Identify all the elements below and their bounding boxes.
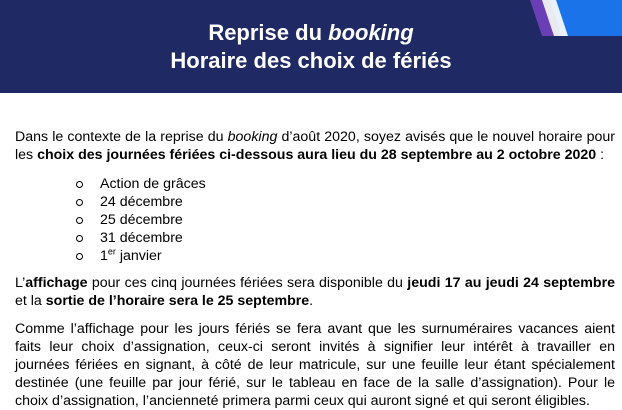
title-booking-word: booking xyxy=(328,20,414,45)
circle-bullet-icon xyxy=(76,181,83,188)
list-item: 24 décembre xyxy=(74,193,206,211)
page-subtitle: Horaire des choix de fériés xyxy=(170,48,452,73)
circle-bullet-icon xyxy=(76,217,83,224)
display-paragraph: L’affichage pour ces cinq journées fériées sera disponible du jeudi 17 au jeudi 24 septembre et la sortie de l’horaire sera le 25 septembre. xyxy=(15,275,615,309)
header-banner xyxy=(0,0,622,93)
page-title: Reprise du booking xyxy=(208,20,414,45)
details-paragraph: Comme l’affichage pour les jours fériés se fera avant que les surnuméraires vacances aient faits leur choix d’assignation, ceux-ci seront invités à signifier leur intérêt à travailler en journées fériées en signant, à côté de leur matricule, sur une feuille leur étant spécialement destinée (une feuille par jour férié, sur le tableau en face de la salle d’assignation). Pour le choix d’assignation, l’ancienneté primera parmi ceux qui auront signé et qui seront éligibles. xyxy=(15,321,615,409)
circle-bullet-icon xyxy=(76,253,83,260)
dates-highlight: choix des journées fériées ci-dessous aura lieu du 28 septembre au 2 octobre 2020 xyxy=(37,147,597,163)
list-item: 31 décembre xyxy=(74,229,206,247)
list-item: 25 décembre xyxy=(74,211,206,229)
list-item: Action de grâces xyxy=(74,175,206,193)
circle-bullet-icon xyxy=(76,199,83,206)
list-item: 1er janvier xyxy=(74,247,206,265)
circle-bullet-icon xyxy=(76,235,83,242)
holiday-list xyxy=(74,175,206,265)
intro-paragraph: Dans le contexte de la reprise du booking d’août 2020, soyez avisés que le nouvel horaire pour les choix des journées fériées ci-dessous aura lieu du 28 septembre au 2 octobre 2020 : xyxy=(15,129,616,163)
